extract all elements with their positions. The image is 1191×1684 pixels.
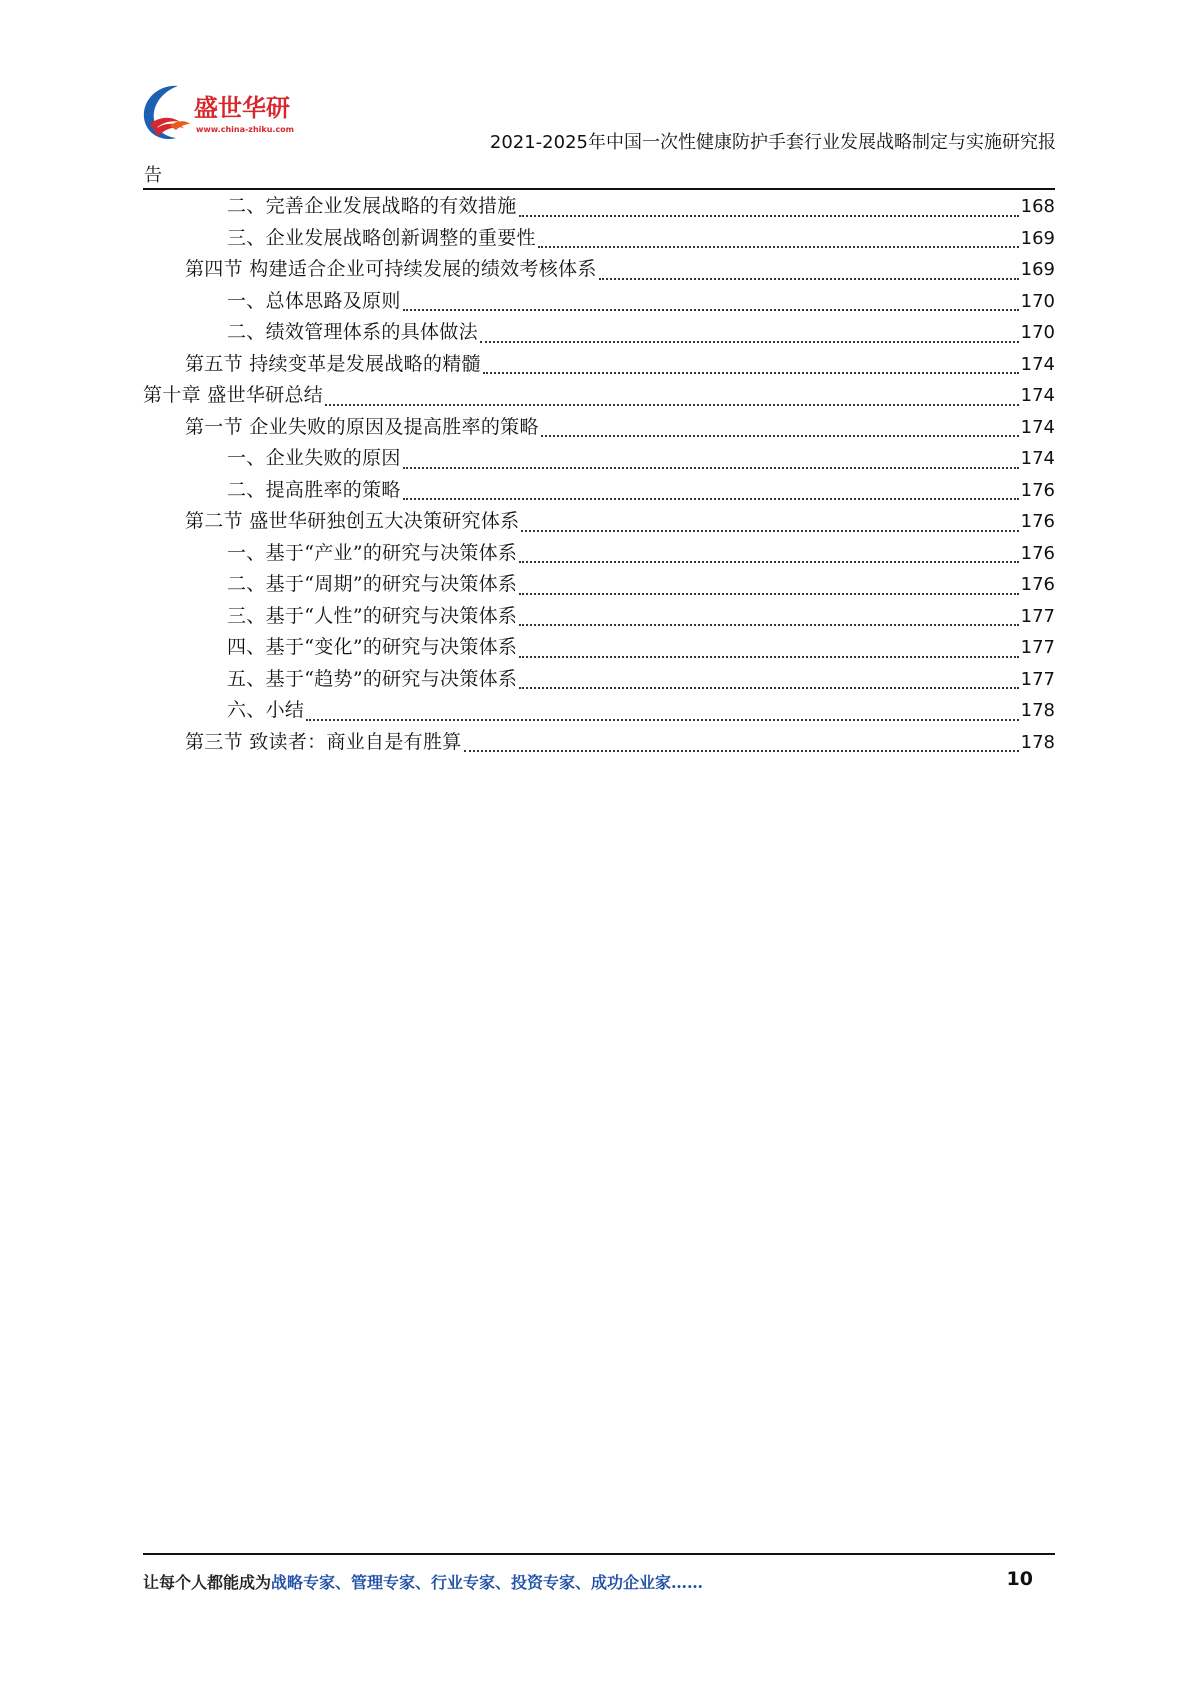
toc-leader-dots xyxy=(519,615,1018,626)
toc-entry-title: 六、小结 xyxy=(227,699,305,721)
toc-entry-title: 三、企业发展战略创新调整的重要性 xyxy=(227,226,536,249)
footer-slogan-highlight: 战略专家、管理专家、行业专家、投资专家、成功企业家…… xyxy=(271,1573,704,1592)
toc-entry-title: 五、基于“趋势”的研究与决策体系 xyxy=(227,667,518,690)
toc-entry-page: 174 xyxy=(1020,448,1055,469)
toc-entry-title: 二、提高胜率的策略 xyxy=(227,478,401,501)
toc-entry-page: 169 xyxy=(1020,259,1055,280)
toc-entry-page: 174 xyxy=(1020,416,1055,438)
toc-leader-dots xyxy=(483,363,1019,374)
header-divider xyxy=(143,188,1055,190)
toc-entry-page: 176 xyxy=(1020,479,1055,501)
toc-entry[interactable] xyxy=(143,601,1055,633)
toc-entry[interactable] xyxy=(143,664,1055,696)
footer-slogan-lead: 让每个人都能成为 xyxy=(143,1573,272,1592)
toc-entry-title: 第一节 企业失败的原因及提高胜率的策略 xyxy=(185,415,539,438)
toc-leader-dots xyxy=(403,489,1019,500)
toc-leader-dots xyxy=(599,269,1019,280)
toc-entry-page: 178 xyxy=(1020,700,1055,721)
toc-leader-dots xyxy=(403,458,1019,469)
toc-entry[interactable] xyxy=(143,191,1055,223)
page-number: 10 xyxy=(1006,1568,1033,1590)
toc-leader-dots xyxy=(538,237,1019,248)
toc-entry-page: 168 xyxy=(1020,196,1055,217)
toc-entry-title: 一、总体思路及原则 xyxy=(227,289,401,312)
toc-leader-dots xyxy=(521,521,1018,532)
toc-leader-dots xyxy=(464,741,1019,752)
toc-entry-page: 174 xyxy=(1020,385,1055,406)
toc-leader-dots xyxy=(519,678,1018,689)
toc-entry-title: 第四节 构建适合企业可持续发展的绩效考核体系 xyxy=(185,258,597,280)
report-title xyxy=(144,126,1056,192)
toc-leader-dots xyxy=(403,300,1019,311)
toc-entry[interactable] xyxy=(143,412,1055,444)
toc-leader-dots xyxy=(519,584,1018,595)
toc-entry-page: 177 xyxy=(1020,637,1055,658)
logo-url: www.china-zhiku.com xyxy=(196,125,295,134)
toc-entry[interactable] xyxy=(143,254,1055,286)
toc-entry[interactable] xyxy=(143,349,1055,381)
toc-entry[interactable] xyxy=(143,443,1055,475)
toc-entry-page: 176 xyxy=(1020,511,1055,532)
toc-entry[interactable] xyxy=(143,569,1055,601)
toc-leader-dots xyxy=(541,426,1019,437)
toc-entry[interactable] xyxy=(143,538,1055,570)
toc-entry-title: 二、基于“周期”的研究与决策体系 xyxy=(227,573,518,595)
footer-slogan xyxy=(143,1570,703,1593)
toc-entry-page: 176 xyxy=(1020,574,1055,595)
toc-leader-dots xyxy=(306,710,1018,721)
toc-entry-page: 177 xyxy=(1020,605,1055,627)
toc-entry-page: 170 xyxy=(1020,322,1055,343)
toc-entry[interactable] xyxy=(143,223,1055,255)
toc-entry[interactable] xyxy=(143,380,1055,412)
toc-leader-dots xyxy=(519,206,1019,217)
page-footer xyxy=(143,1570,1033,1600)
report-title-continued: 告 xyxy=(144,165,162,186)
toc-entry-title: 第十章 盛世华研总结 xyxy=(143,384,324,406)
toc-leader-dots xyxy=(519,552,1018,563)
toc-entry[interactable] xyxy=(143,695,1055,727)
toc-entry[interactable] xyxy=(143,286,1055,318)
toc-entry-title: 一、企业失败的原因 xyxy=(227,447,401,469)
toc-entry[interactable] xyxy=(143,475,1055,507)
toc-entry[interactable] xyxy=(143,506,1055,538)
logo-name: 盛世华研 xyxy=(194,94,290,122)
toc-entry-title: 第五节 持续变革是发展战略的精髓 xyxy=(185,352,481,375)
toc-leader-dots xyxy=(325,395,1019,406)
toc-entry-page: 174 xyxy=(1020,353,1055,375)
toc-leader-dots xyxy=(480,332,1019,343)
toc-entry[interactable] xyxy=(143,317,1055,349)
footer-divider xyxy=(143,1553,1055,1555)
toc-entry-page: 176 xyxy=(1020,542,1055,564)
toc-entry-page: 169 xyxy=(1020,227,1055,249)
table-of-contents xyxy=(143,191,1055,758)
toc-entry-page: 177 xyxy=(1020,668,1055,690)
toc-entry[interactable] xyxy=(143,727,1055,759)
toc-entry-title: 二、完善企业发展战略的有效措施 xyxy=(227,195,517,217)
toc-entry[interactable] xyxy=(143,632,1055,664)
toc-leader-dots xyxy=(519,647,1018,658)
toc-entry-title: 四、基于“变化”的研究与决策体系 xyxy=(227,636,518,658)
toc-entry-page: 170 xyxy=(1020,290,1055,312)
toc-entry-title: 三、基于“人性”的研究与决策体系 xyxy=(227,604,518,627)
toc-entry-title: 第二节 盛世华研独创五大决策研究体系 xyxy=(185,510,520,532)
toc-entry-page: 178 xyxy=(1020,731,1055,753)
report-title-main: 2021-2025年中国一次性健康防护手套行业发展战略制定与实施研究报 xyxy=(489,132,1056,153)
toc-entry-title: 二、绩效管理体系的具体做法 xyxy=(227,321,478,343)
toc-entry-title: 一、基于“产业”的研究与决策体系 xyxy=(227,541,518,564)
toc-entry-title: 第三节 致读者：商业自是有胜算 xyxy=(185,730,462,753)
